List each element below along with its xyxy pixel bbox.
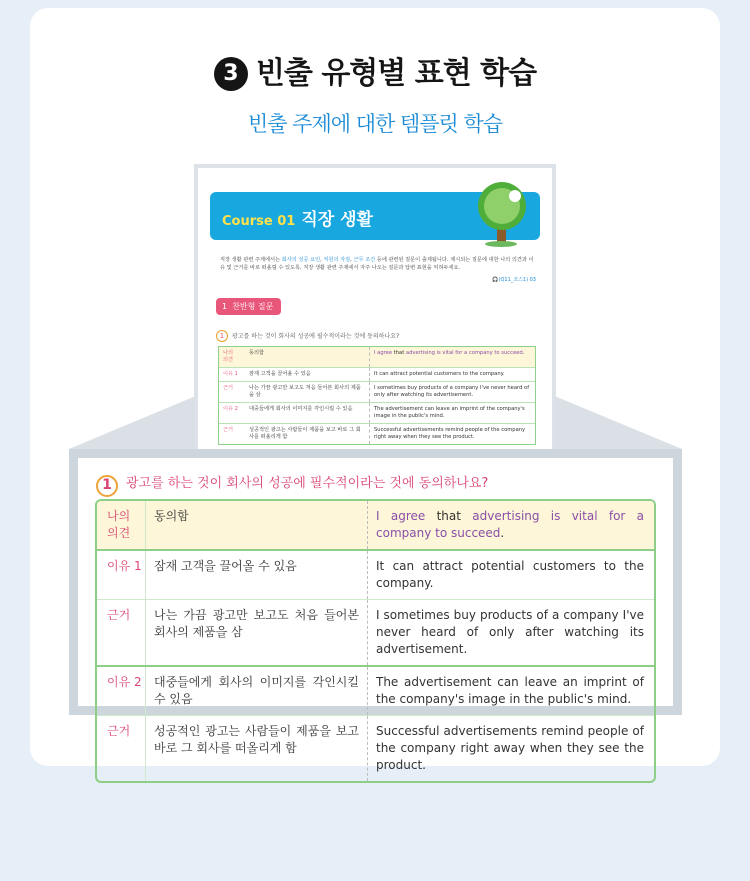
row-label: 근거 — [107, 724, 131, 738]
mini-answer-table — [218, 346, 536, 445]
row-label: 이유 2 — [107, 675, 142, 689]
table-row — [97, 599, 654, 665]
section-pill-title: 찬반형 질문 — [232, 302, 274, 311]
row-english: I agree that advertising is vital for a company to succeed. — [367, 501, 654, 549]
question-heading — [96, 472, 488, 497]
row-english: The advertisement can leave an imprint of the company's image in the public's mind. — [367, 667, 654, 715]
row-korean: 대중들에게 회사의 이미지를 각인시킬 수 있음 — [145, 667, 367, 715]
row-english: I sometimes buy products of a company I've never heard of only after watching its advertisement. — [367, 600, 654, 665]
table-row: 이유 2 대중들에게 회사의 이미지를 각인시킬 수 있음 The advertisement can leave an imprint of the company's image in the public's mind. — [219, 402, 535, 423]
section-pill — [216, 298, 281, 315]
row-label: 근거 — [107, 608, 131, 622]
intro-text: 직장 생활 관련 주제에서는 회사의 성공 요인, 직원의 자질, 근무 조건 등에 관련된 질문이 출제됩니다. 제시되는 질문에 대한 나의 의견과 이유 및 근거를 바로 떠올릴 수 있도록, 직장 생활 관련 주제에서 자주 나오는 질문과 답변 표현을 익혀두세요. — [220, 257, 534, 271]
zoom-panel — [69, 449, 682, 772]
table-row — [97, 715, 654, 781]
row-korean: 잠재 고객을 끌어올 수 있음 — [145, 551, 367, 599]
row-korean: 나는 가끔 광고만 보고도 처음 들어본 회사의 제품을 삼 — [145, 600, 367, 665]
row-korean: 동의함 — [145, 501, 367, 549]
row-english: Successful advertisements remind people of the company right away when they see the product. — [367, 716, 654, 781]
table-row: 근거 나는 가끔 광고만 보고도 처음 들어본 회사의 제품을 삼 I sometimes buy products of a company I've never heard of only after watching its advertisement. — [219, 381, 535, 402]
table-row — [97, 501, 654, 549]
table-row: 이유 1 잠재 고객을 끌어올 수 있음 It can attract potential customers to the company. — [219, 367, 535, 381]
answer-table — [95, 499, 656, 783]
book-page-preview — [194, 164, 556, 464]
row-label: 이유 1 — [107, 559, 142, 573]
mini-question: 1 광고를 하는 것이 회사의 성공에 필수적이라는 것에 동의하나요? — [216, 330, 399, 342]
zoom-panel-content — [78, 458, 673, 772]
page-title-text: 빈출 유형별 표현 학습 — [255, 56, 537, 91]
table-row — [97, 665, 654, 715]
tree-illustration — [468, 180, 538, 250]
audio-label: 🎧(Q11_코스1) 03 — [492, 277, 536, 283]
page-subtitle: 빈출 주제에 대한 템플릿 학습 — [247, 112, 503, 136]
table-row: 나의 의견 동의함 I agree that advertising is vital for a company to succeed. — [219, 347, 535, 367]
headphone-icon: 🎧 — [492, 277, 499, 283]
row-english: It can attract potential customers to the company. — [367, 551, 654, 599]
row-label: 나의 의견 — [107, 509, 131, 540]
question-number-badge: 1 — [96, 475, 118, 497]
table-row: 근거 성공적인 광고는 사람들이 제품을 보고 바로 그 회사를 떠올리게 함 Successful advertisements remind people of the company right away when they see the product. — [219, 423, 535, 444]
table-row — [97, 549, 654, 599]
section-pill-number: 1 — [222, 302, 228, 311]
question-text: 광고를 하는 것이 회사의 성공에 필수적이라는 것에 동의하나요? — [126, 476, 489, 491]
course-label: Course 01 — [222, 214, 296, 229]
course-title: 직장 생활 — [301, 210, 373, 230]
row-korean: 성공적인 광고는 사람들이 제품을 보고 바로 그 회사를 떠올리게 함 — [145, 716, 367, 781]
section-number-badge: 3 — [214, 57, 248, 91]
